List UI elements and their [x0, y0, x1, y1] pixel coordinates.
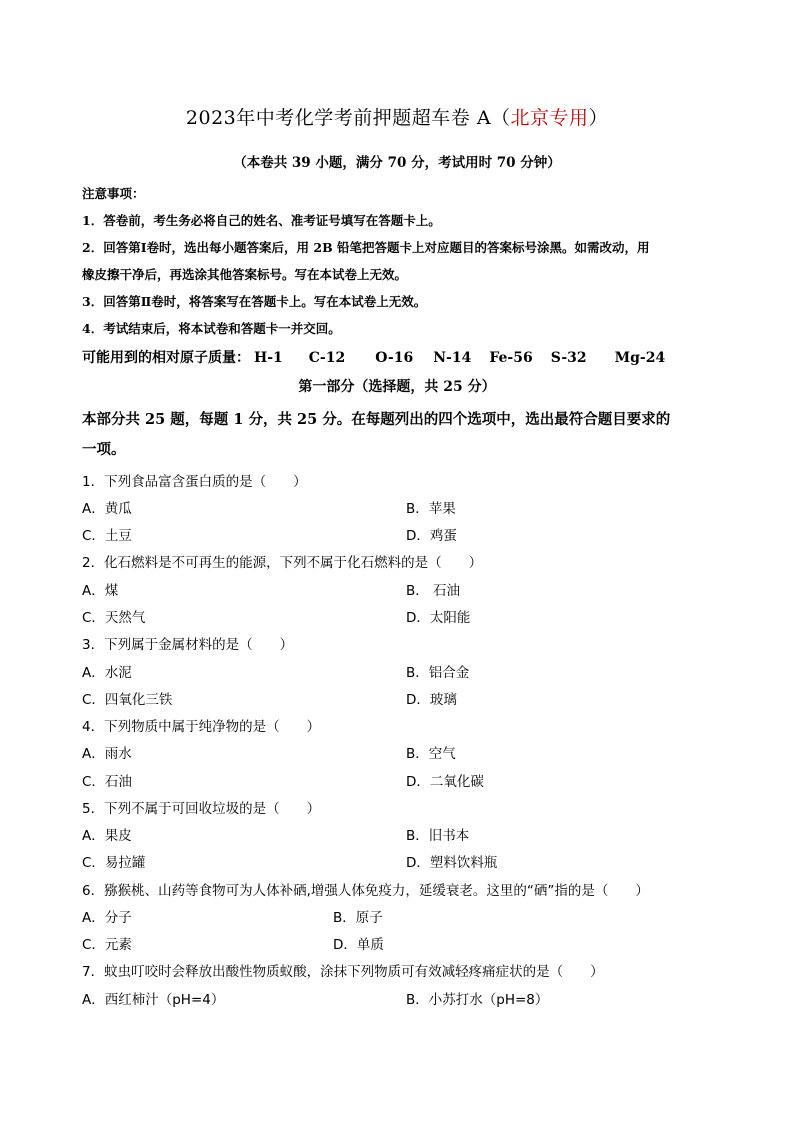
note-line: 1．答卷前，考生务必将自己的姓名、准考证号填写在答题卡上。 [82, 213, 441, 228]
atomic-mass-item: S-32 [550, 350, 587, 366]
exam-subtitle: （本卷共 39 小题，满分 70 分，考试用时 70 分钟） [233, 155, 561, 171]
atomic-mass-item: N-14 [433, 350, 472, 366]
question-stem: 3．下列属于金属材料的是（ ） [82, 637, 294, 653]
option-b: B．原子 [333, 910, 383, 926]
question-stem: 5．下列不属于可回收垃圾的是（ ） [82, 801, 321, 817]
question-stem: 7．蚊虫叮咬时会释放出酸性物质蚁酸，涂抹下列物质可有效减轻疼痛症状的是（ ） [82, 964, 604, 980]
option-b: B．空气 [406, 746, 456, 762]
option-a: A．果皮 [82, 828, 132, 844]
title-main: 2023年中考化学考前押题超车卷 A（ [185, 107, 511, 129]
question-stem: 1．下列食品富含蛋白质的是（ ） [82, 474, 307, 490]
option-d: D．鸡蛋 [406, 528, 457, 544]
option-c: C．四氧化三铁 [82, 692, 173, 708]
section-intro: 本部分共 25 题，每题 1 分，共 25 分。在每题列出的四个选项中，选出最符合题目要求的 [82, 411, 671, 428]
option-a: A．分子 [82, 910, 132, 926]
option-b: B．铝合金 [406, 665, 470, 681]
option-a: A．黄瓜 [82, 501, 132, 517]
atomic-mass-label: 可能用到的相对原子质量： [82, 350, 250, 366]
option-a: A．雨水 [82, 746, 132, 762]
section-intro: 一项。 [82, 441, 126, 458]
notes-heading: 注意事项： [82, 186, 145, 201]
atomic-mass-item: Mg-24 [614, 350, 666, 366]
option-d: D．二氧化碳 [406, 774, 484, 790]
title-close: ） [588, 107, 609, 129]
atomic-mass-line [82, 347, 683, 367]
option-c: C．土豆 [82, 528, 132, 544]
option-a: A．煤 [82, 583, 119, 599]
option-c: C．元素 [82, 937, 132, 953]
question-stem: 2．化石燃料是不可再生的能源，下列不属于化石燃料的是（ ） [82, 555, 483, 571]
atomic-mass-item: Fe-56 [489, 350, 533, 366]
option-b: B． 石油 [406, 583, 461, 599]
option-a: A．西红柿汁（pH=4） [82, 992, 225, 1008]
option-d: D．单质 [333, 937, 384, 953]
note-line: 4．考试结束后，将本试卷和答题卡一并交回。 [82, 321, 341, 336]
option-a: A．水泥 [82, 665, 132, 681]
note-line: 橡皮擦干净后，再选涂其他答案标号。写在本试卷上无效。 [82, 267, 408, 282]
note-line: 3．回答第Ⅱ卷时，将答案写在答题卡上。写在本试卷上无效。 [82, 294, 427, 309]
atomic-mass-item: H-1 [254, 350, 283, 366]
option-c: C．石油 [82, 774, 132, 790]
option-b: B．苹果 [406, 501, 456, 517]
option-d: D．塑料饮料瓶 [406, 855, 498, 871]
option-d: D．玻璃 [406, 692, 457, 708]
option-c: C．易拉罐 [82, 855, 146, 871]
option-c: C．天然气 [82, 610, 146, 626]
atomic-mass-item: O-16 [375, 350, 414, 366]
page-title [0, 103, 794, 130]
option-b: B．小苏打水（pH=8） [406, 992, 549, 1008]
question-stem: 6．猕猴桃、山药等食物可为人体补硒,增强人体免疫力，延缓衰老。这里的“硒”指的是（ ） [82, 883, 649, 899]
option-b: B．旧书本 [406, 828, 470, 844]
question-stem: 4．下列物质中属于纯净物的是（ ） [82, 719, 321, 735]
option-d: D．太阳能 [406, 610, 471, 626]
title-region: 北京专用 [510, 107, 589, 129]
atomic-mass-item: C-12 [308, 350, 346, 366]
note-line: 2．回答第Ⅰ卷时，选出每小题答案后，用 2B 铅笔把答题卡上对应题目的答案标号涂黑。如需改动，用 [82, 240, 650, 255]
section-heading: 第一部分（选择题，共 25 分） [298, 379, 496, 395]
